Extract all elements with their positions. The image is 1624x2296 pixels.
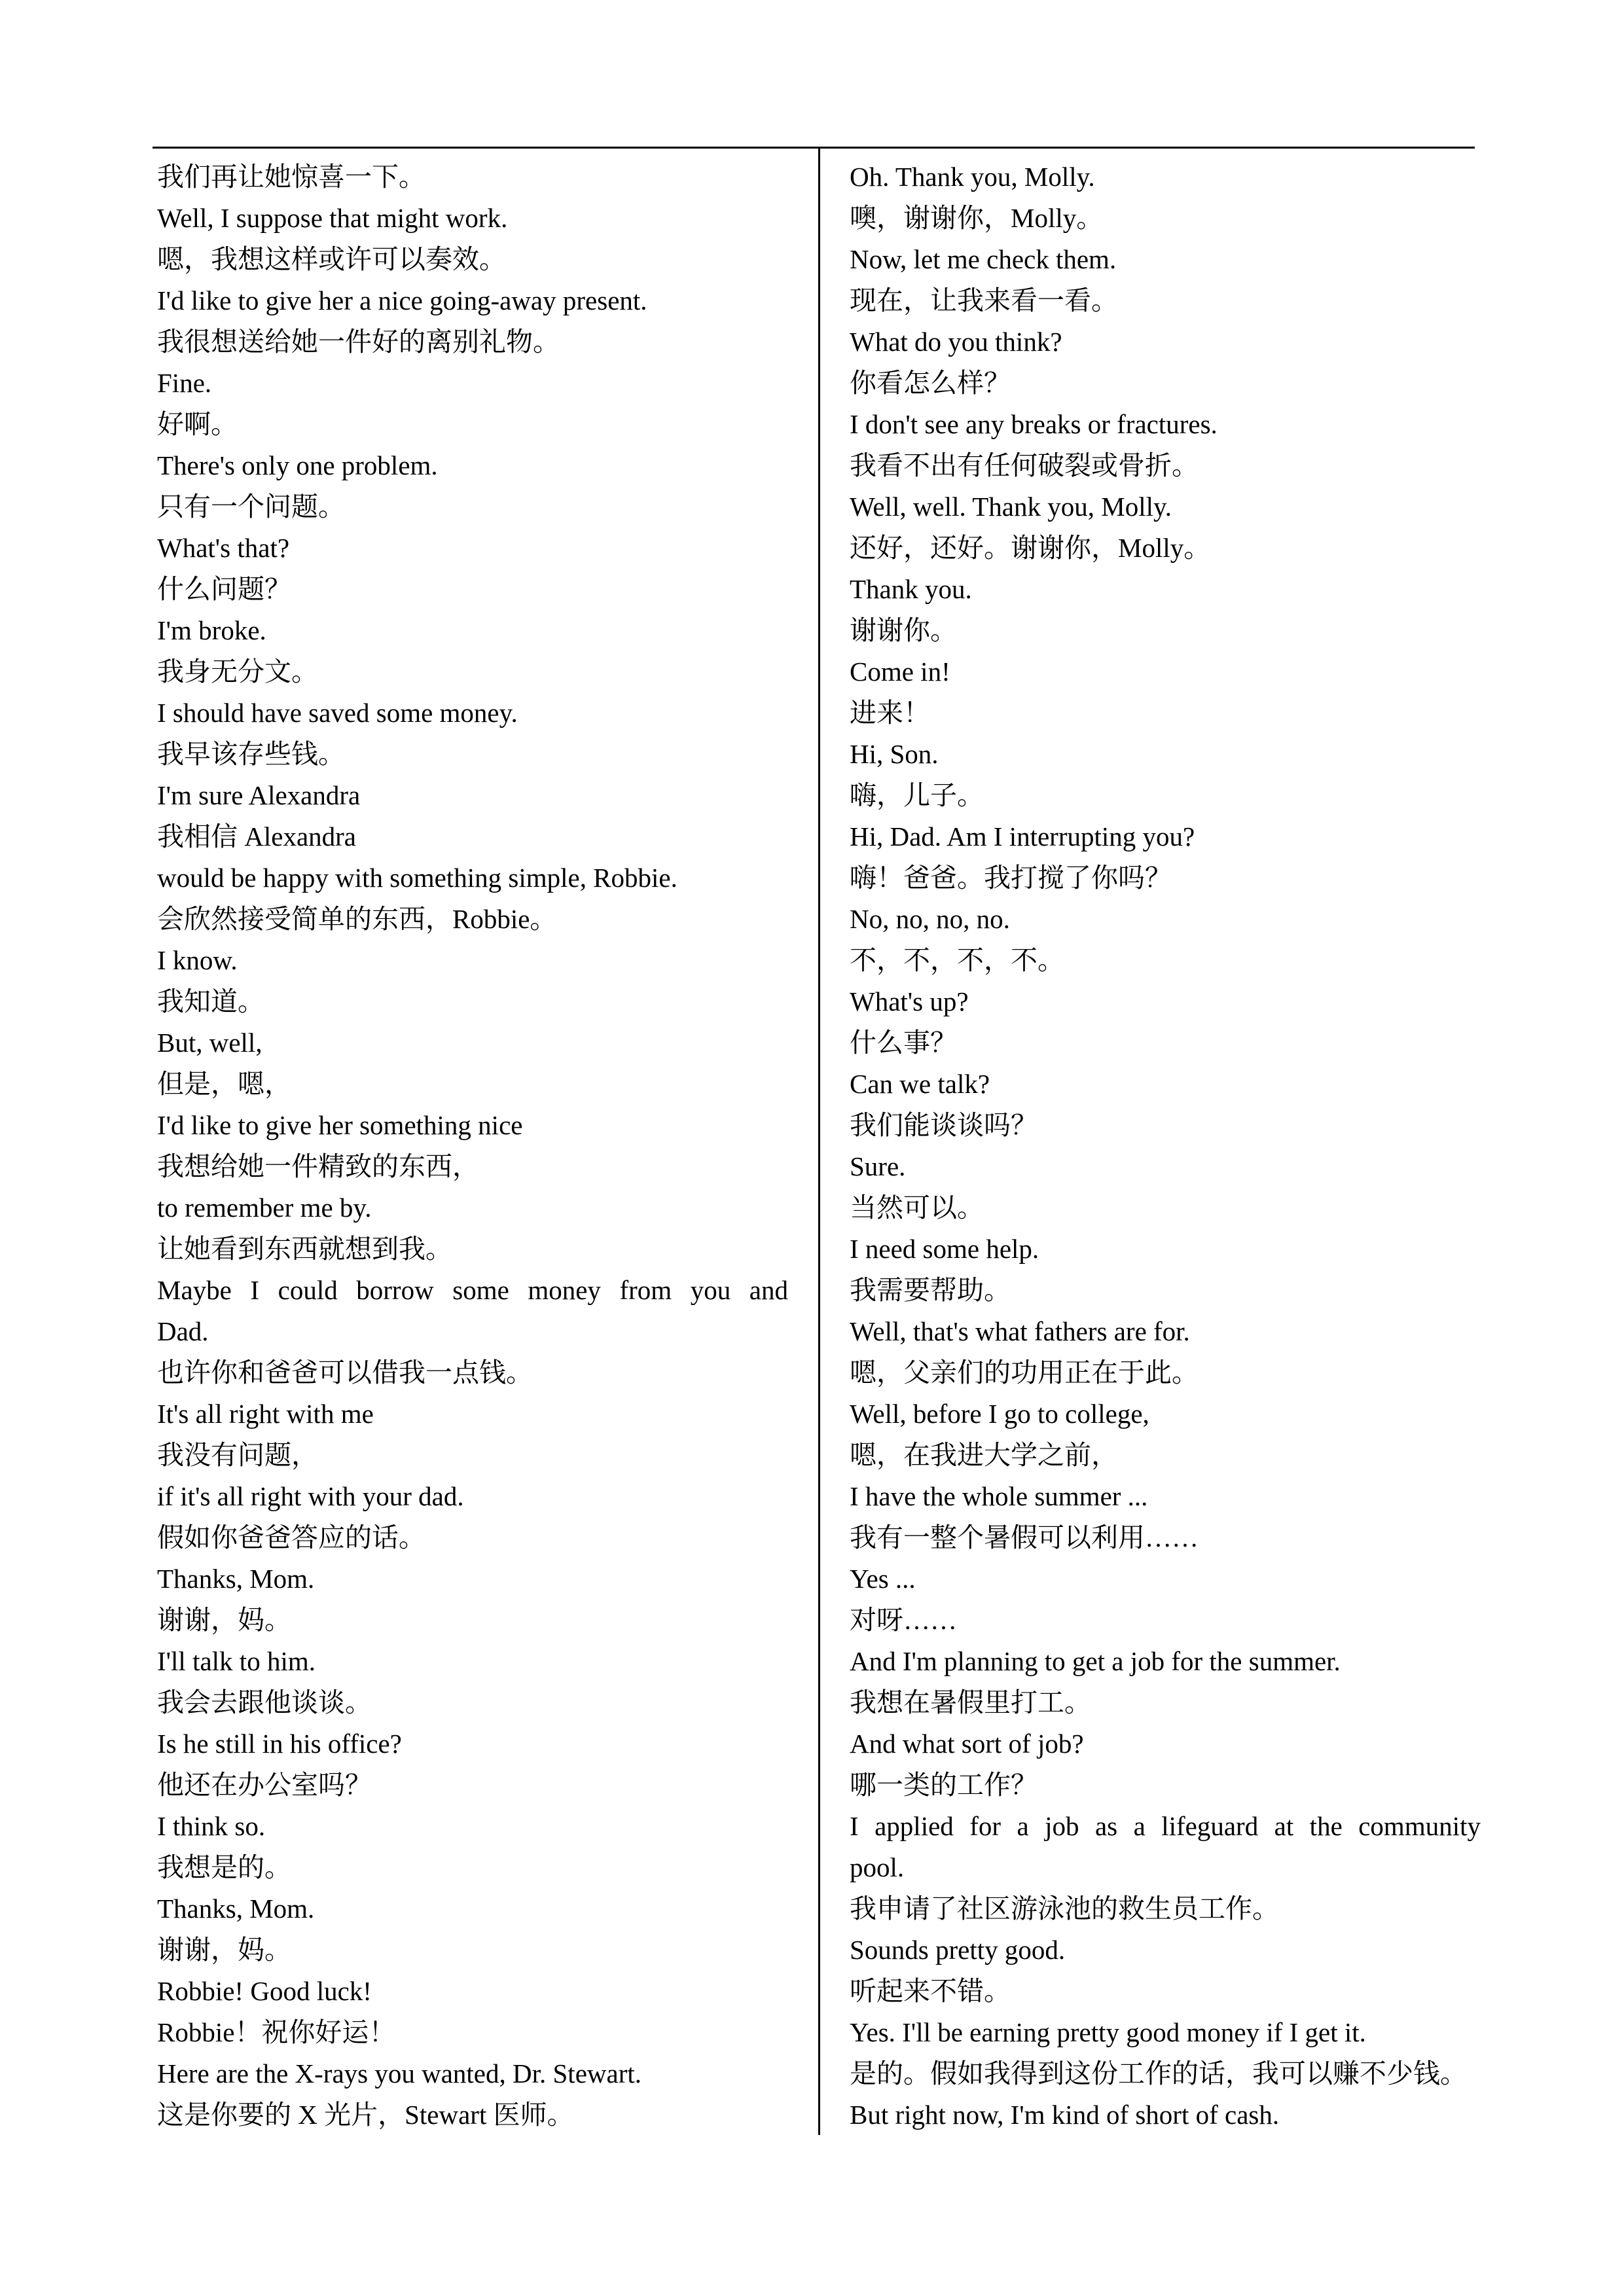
dialogue-line: 会欣然接受简单的东西，Robbie。 (157, 904, 557, 934)
top-rule (153, 147, 1475, 149)
dialogue-line: 我身无分文。 (157, 656, 318, 687)
dialogue-line: Hi, Son. (850, 739, 939, 769)
dialogue-line: Well, that's what fathers are for. (850, 1316, 1190, 1346)
dialogue-line: 不，不，不，不。 (850, 945, 1064, 975)
dialogue-line: And I'm planning to get a job for the summer. (850, 1646, 1341, 1676)
dialogue-line: I should have saved some money. (157, 698, 518, 728)
dialogue-line: Can we talk? (850, 1069, 990, 1099)
dialogue-line: It's all right with me (157, 1399, 374, 1429)
dialogue-line: 是的。假如我得到这份工作的话，我可以赚不少钱。 (850, 2058, 1467, 2089)
dialogue-line: Robbie！祝你好运！ (157, 2017, 396, 2047)
dialogue-line: I'd like to give her a nice going-away present. (157, 285, 647, 315)
dialogue-line: What's up? (850, 986, 969, 1016)
dialogue-line: 谢谢，妈。 (157, 1935, 291, 1965)
dialogue-line: Fine. (157, 368, 212, 398)
dialogue-line: 我需要帮助。 (850, 1275, 1011, 1305)
dialogue-line: Dad. (157, 1316, 209, 1346)
dialogue-line: pool. (850, 1852, 905, 1882)
dialogue-line: 什么事？ (850, 1028, 957, 1058)
dialogue-line: 哪一类的工作？ (850, 1770, 1038, 1800)
dialogue-line: Thank you. (850, 574, 972, 604)
dialogue-line: Well, well. Thank you, Molly. (850, 492, 1172, 522)
dialogue-line: 我没有问题， (157, 1440, 318, 1470)
dialogue-line: No, no, no, no. (850, 904, 1010, 934)
dialogue-line: 我想是的。 (157, 1852, 291, 1882)
dialogue-line: 也许你和爸爸可以借我一点钱。 (157, 1357, 533, 1388)
dialogue-line: 我知道。 (157, 986, 264, 1016)
dialogue-line: 对呀…… (850, 1605, 957, 1635)
dialogue-line: But right now, I'm kind of short of cash. (850, 2100, 1280, 2130)
dialogue-line: Thanks, Mom. (157, 1564, 315, 1594)
dialogue-line: 假如你爸爸答应的话。 (157, 1522, 425, 1552)
dialogue-line: 噢，谢谢你，Molly。 (850, 203, 1104, 233)
dialogue-line: if it's all right with your dad. (157, 1481, 464, 1511)
dialogue-line: Sounds pretty good. (850, 1935, 1066, 1965)
dialogue-line: 还好，还好。谢谢你，Molly。 (850, 533, 1211, 563)
dialogue-line: 嗯，在我进大学之前， (850, 1440, 1118, 1470)
dialogue-line: 谢谢你。 (850, 615, 957, 645)
dialogue-line: 谢谢，妈。 (157, 1605, 291, 1635)
dialogue-line: Robbie! Good luck! (157, 1976, 372, 2006)
dialogue-line: 我想在暑假里打工。 (850, 1687, 1091, 1717)
dialogue-line: 我会去跟他谈谈。 (157, 1687, 372, 1717)
dialogue-line: 但是，嗯， (157, 1069, 291, 1099)
dialogue-line: 进来！ (850, 698, 930, 728)
dialogue-line: 好啊。 (157, 409, 238, 439)
dialogue-line: 这是你要的 X 光片，Stewart 医师。 (157, 2100, 574, 2130)
dialogue-line: 他还在办公室吗？ (157, 1770, 372, 1800)
dialogue-line: 我想给她一件精致的东西， (157, 1151, 479, 1181)
dialogue-line: But, well, (157, 1028, 262, 1058)
dialogue-line: Well, I suppose that might work. (157, 203, 508, 233)
dialogue-line: And what sort of job? (850, 1729, 1084, 1759)
dialogue-line: Oh. Thank you, Molly. (850, 162, 1095, 192)
dialogue-line: I think so. (157, 1811, 266, 1841)
right-column (850, 156, 1481, 2136)
dialogue-line: Well, before I go to college, (850, 1399, 1149, 1429)
dialogue-line: I don't see any breaks or fractures. (850, 409, 1218, 439)
dialogue-line: 你看怎么样？ (850, 368, 1011, 398)
dialogue-line: I know. (157, 945, 238, 975)
dialogue-line: 现在，让我来看一看。 (850, 285, 1118, 315)
dialogue-line: I'm broke. (157, 615, 266, 645)
dialogue-line: I'm sure Alexandra (157, 780, 361, 810)
dialogue-line: Maybe I could borrow some money from you and (157, 1275, 788, 1305)
dialogue-line: 我早该存些钱。 (157, 739, 345, 769)
dialogue-line: Yes ... (850, 1564, 916, 1594)
dialogue-line: Thanks, Mom. (157, 1893, 315, 1924)
dialogue-line: 只有一个问题。 (157, 492, 345, 522)
dialogue-line: 听起来不错。 (850, 1976, 1011, 2006)
dialogue-line: I need some help. (850, 1234, 1039, 1264)
dialogue-line: I'll talk to him. (157, 1646, 316, 1676)
dialogue-line: 让她看到东西就想到我。 (157, 1234, 452, 1264)
dialogue-line: Now, let me check them. (850, 244, 1117, 274)
dialogue-line: 我们再让她惊喜一下。 (157, 162, 425, 192)
dialogue-line: 什么问题？ (157, 574, 291, 604)
dialogue-line: I applied for a job as a lifeguard at the community (850, 1811, 1481, 1841)
dialogue-line: 我们能谈谈吗？ (850, 1110, 1038, 1140)
dialogue-line: I have the whole summer ... (850, 1481, 1148, 1511)
dialogue-line: 嗨！爸爸。我打搅了你吗？ (850, 863, 1172, 893)
dialogue-line: Come in! (850, 656, 950, 687)
dialogue-line: 我有一整个暑假可以利用…… (850, 1522, 1199, 1552)
dialogue-line: Here are the X-rays you wanted, Dr. Stewart. (157, 2058, 642, 2089)
dialogue-line: I'd like to give her something nice (157, 1110, 523, 1140)
dialogue-line: Is he still in his office? (157, 1729, 402, 1759)
column-divider (818, 147, 820, 2135)
dialogue-line: 我很想送给她一件好的离别礼物。 (157, 327, 560, 357)
dialogue-line: 当然可以。 (850, 1193, 984, 1223)
dialogue-line: There's only one problem. (157, 450, 438, 480)
dialogue-line: 嗯，我想这样或许可以奏效。 (157, 244, 506, 274)
dialogue-line: 我相信 Alexandra (157, 821, 356, 852)
dialogue-line: Sure. (850, 1151, 906, 1181)
dialogue-line: What's that? (157, 533, 290, 563)
dialogue-line: to remember me by. (157, 1193, 372, 1223)
dialogue-line: would be happy with something simple, Robbie. (157, 863, 677, 893)
dialogue-line: Hi, Dad. Am I interrupting you? (850, 821, 1195, 852)
dialogue-line: Yes. I'll be earning pretty good money if I get it. (850, 2017, 1366, 2047)
left-column (157, 156, 788, 2136)
dialogue-line: What do you think? (850, 327, 1062, 357)
dialogue-line: 嗯，父亲们的功用正在于此。 (850, 1357, 1199, 1388)
dialogue-line: 我申请了社区游泳池的救生员工作。 (850, 1893, 1279, 1924)
dialogue-line: 嗨，儿子。 (850, 780, 984, 810)
dialogue-line: 我看不出有任何破裂或骨折。 (850, 450, 1199, 480)
